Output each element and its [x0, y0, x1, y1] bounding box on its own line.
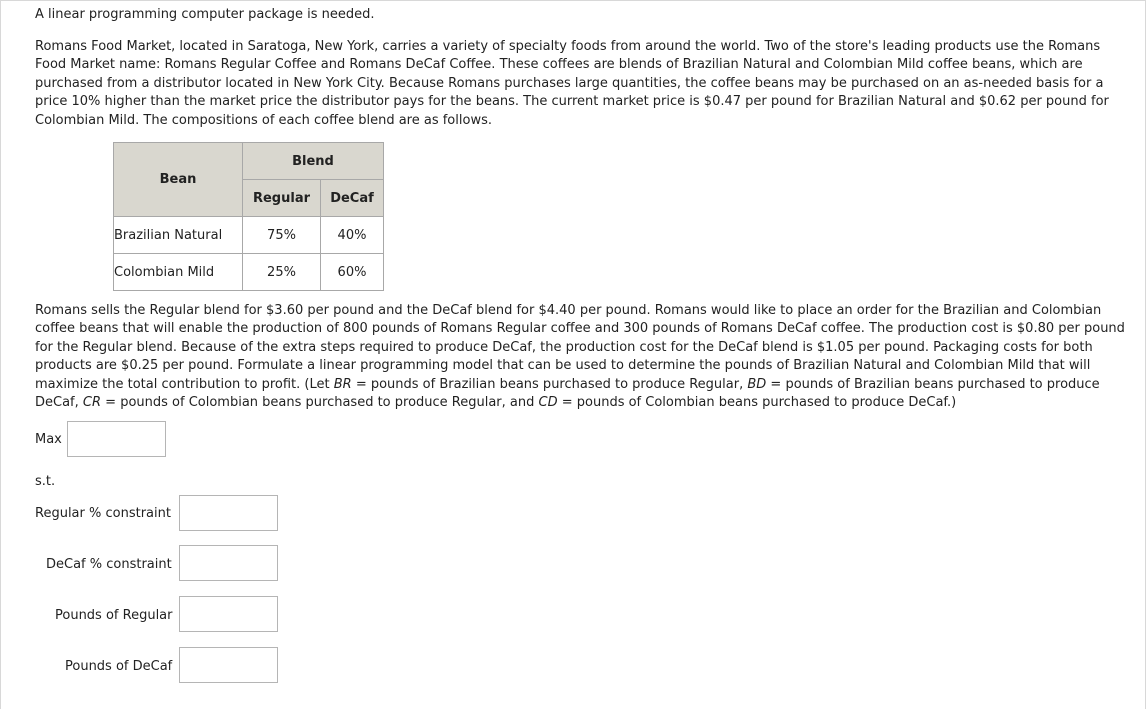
instruction-text: = pounds of Brazilian beans purchased to produce — [766, 376, 1100, 392]
objective-function-input[interactable] — [67, 421, 166, 457]
regular-percent-cell: 25% — [243, 254, 321, 291]
decaf-column-header: DeCaf — [321, 180, 384, 217]
description-line: Romans Food Market, located in Saratoga, New York, carries a variety of specialty foods from around the world. Two of the store's leading products use the Romans — [35, 39, 1101, 54]
decaf-percent-constraint-label: DeCaf % constraint — [46, 557, 172, 572]
description-line: Food Market name: Romans Regular Coffee and Romans DeCaf Coffee. These coffees are blends of Brazilian Natural and Colombian Mild coffee beans, which are — [35, 57, 1083, 73]
instruction-line: products are $0.25 per pound. Formulate a linear programming model that can be used to determine the pounds of Brazilian Natural and Colombian Mild that will — [35, 358, 1091, 374]
decaf-percent-constraint-input[interactable] — [179, 545, 278, 581]
decaf-percent-cell: 60% — [321, 254, 384, 291]
instruction-line: coffee beans that will enable the production of 800 pounds of Romans Regular coffee and 300 pounds of Romans DeCaf coffee. The production cost is $0.80 per pound — [35, 321, 1125, 337]
regular-column-header: Regular — [243, 180, 321, 217]
instruction-line — [35, 376, 1125, 394]
problem-description — [35, 38, 1109, 130]
table-row — [114, 217, 384, 254]
variable-bd: BD — [747, 376, 767, 392]
variable-br: BR — [333, 376, 352, 392]
instruction-line: for the Regular blend. Because of the extra steps required to produce DeCaf, the production cost for the DeCaf blend is $1.05 per pound. Packaging costs for both — [35, 339, 1093, 355]
description-line: purchased from a distributor located in New York City. Because Romans purchases large quantities, the coffee beans may be purchased on an as-needed basis for a — [35, 75, 1104, 91]
max-label: Max — [35, 432, 62, 447]
description-line: Colombian Mild. The compositions of each coffee blend are as follows. — [35, 112, 492, 128]
bean-name-cell: Brazilian Natural — [114, 217, 243, 254]
instruction-text: = pounds of Colombian beans purchased to produce Regular, and — [101, 395, 539, 411]
decaf-percent-cell: 40% — [321, 217, 384, 254]
blend-column-header: Blend — [243, 143, 384, 180]
instruction-text: = pounds of Brazilian beans purchased to produce Regular, — [351, 376, 748, 392]
instruction-line — [35, 394, 1125, 412]
variable-cr: CR — [82, 395, 102, 411]
pounds-of-decaf-input[interactable] — [179, 647, 278, 683]
regular-percent-constraint-input[interactable] — [179, 495, 278, 531]
pounds-of-regular-label: Pounds of Regular — [55, 608, 173, 623]
variable-cd: CD — [538, 395, 558, 411]
intro-text: A linear programming computer package is needed. — [35, 7, 375, 22]
bean-name-cell: Colombian Mild — [114, 254, 243, 291]
blend-composition-table — [113, 142, 384, 291]
bean-column-header: Bean — [114, 143, 243, 217]
instruction-line: Romans sells the Regular blend for $3.60 per pound and the DeCaf blend for $4.40 per pound. Romans would like to place an order for the Brazilian and Colombian — [35, 303, 1102, 318]
description-line: price 10% higher than the market price the distributor pays for the beans. The current market price is $0.47 per pound for Brazilian Natural and $0.62 per pound for — [35, 94, 1109, 110]
instruction-text: = pounds of Colombian beans purchased to produce DeCaf.) — [557, 395, 957, 411]
instruction-text: maximize the total contribution to profit. (Let — [35, 376, 334, 392]
table-header-row — [114, 143, 384, 180]
regular-percent-cell: 75% — [243, 217, 321, 254]
model-instructions — [35, 302, 1125, 412]
regular-percent-constraint-label: Regular % constraint — [35, 506, 171, 521]
pounds-of-regular-input[interactable] — [179, 596, 278, 632]
instruction-text: DeCaf, — [35, 395, 83, 411]
table-row — [114, 254, 384, 291]
pounds-of-decaf-label: Pounds of DeCaf — [65, 659, 173, 674]
subject-to-label: s.t. — [35, 474, 56, 489]
